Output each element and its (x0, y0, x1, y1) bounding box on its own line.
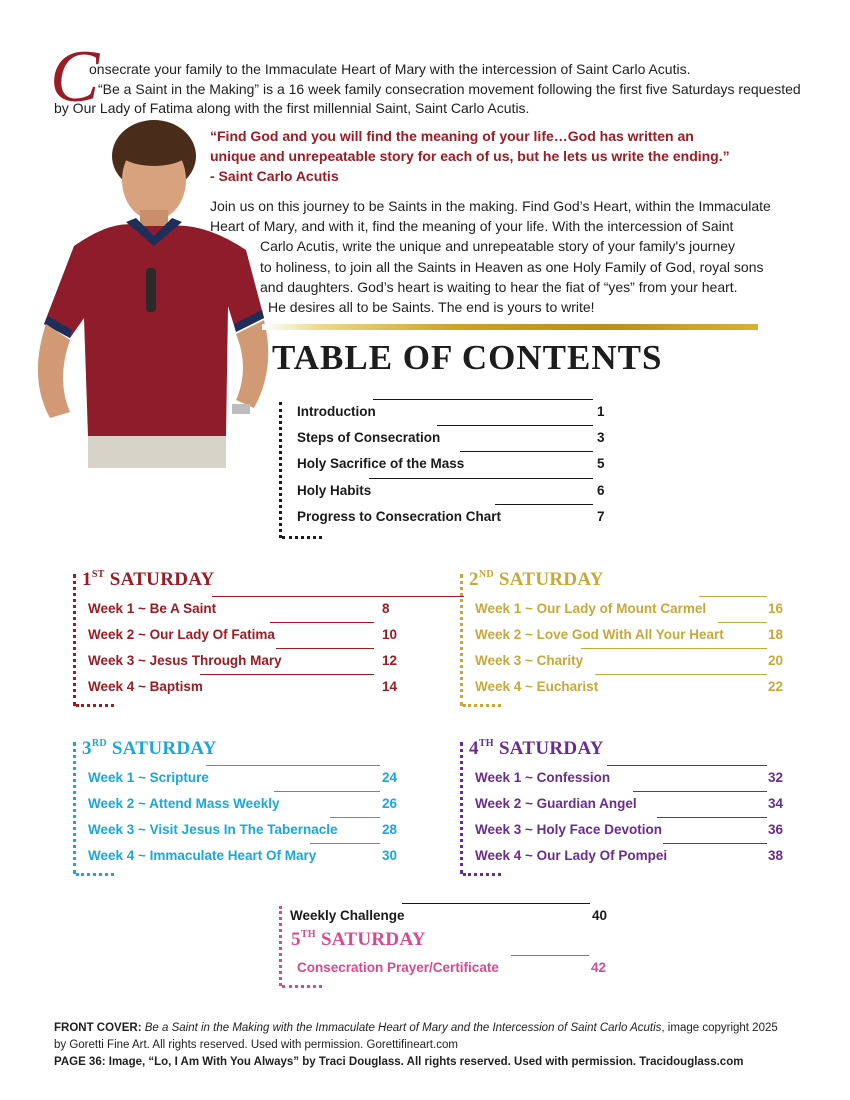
leader-line (607, 765, 767, 766)
toc-entry-label: Steps of Consecration (297, 430, 441, 445)
intro-line-2: “Be a Saint in the Making” is a 16 week family consecration movement following the first five Saturdays requested (98, 81, 801, 97)
leader-line (373, 399, 593, 400)
body-line-5: and daughters. God’s heart is waiting to hear the fiat of “yes” from your heart. (260, 279, 738, 295)
quote-attribution: - Saint Carlo Acutis (210, 168, 339, 184)
sat5-dotted-guide-bottom (282, 985, 322, 988)
leader-line (495, 504, 593, 505)
sat3-dotted-guide-bottom (76, 873, 114, 876)
leader-line (657, 817, 767, 818)
sat4-dotted-guide-bottom (463, 873, 501, 876)
sat2-dotted-guide-bottom (463, 704, 501, 707)
leader-line (270, 622, 374, 623)
leader-line (581, 648, 767, 649)
footer-line-1: FRONT COVER: Be a Saint in the Making with the Immaculate Heart of Mary and the Intercession of Saint Carlo Acutis, image copyright 2025 (54, 1022, 778, 1034)
toc-entry-page: 6 (597, 483, 605, 498)
sat4-heading: 4TH SATURDAY (469, 738, 604, 759)
toc-entry-page: 1 (597, 404, 605, 419)
toc-entry-label: Holy Sacrifice of the Mass (297, 456, 465, 471)
toc-entry-page: 7 (597, 509, 605, 524)
toc-dotted-guide-bottom (282, 536, 322, 539)
leader-line (330, 817, 380, 818)
leader-line (511, 955, 589, 956)
leader-line (718, 622, 767, 623)
toc-entry-label: Progress to Consecration Chart (297, 509, 502, 524)
leader-line (310, 843, 380, 844)
toc-entry-page: 5 (597, 456, 605, 471)
body-line-4: to holiness, to join all the Saints in Heaven as one Holy Family of God, royal sons (260, 259, 764, 275)
sat3-dotted-guide (73, 742, 76, 874)
intro-line-3: by Our Lady of Fatima along with the first millennial Saint, Saint Carlo Acutis. (54, 100, 530, 116)
toc-entry-label: Holy Habits (297, 483, 372, 498)
leader-line (402, 903, 590, 904)
sat1-dotted-guide-bottom (76, 704, 114, 707)
body-line-6: He desires all to be Saints. The end is yours to write! (268, 299, 595, 315)
gold-divider (262, 324, 758, 330)
sat3-heading: 3RD SATURDAY (82, 738, 217, 759)
toc-title: TABLE OF CONTENTS (272, 338, 663, 377)
footer-line-2: by Goretti Fine Art. All rights reserved. Used with permission. Gorettifineart.com (54, 1039, 458, 1051)
sat5-heading: 5TH SATURDAY (291, 929, 426, 950)
drop-cap-letter: C (50, 36, 100, 118)
body-line-3: Carlo Acutis, write the unique and unrepeatable story of your family's journey (260, 238, 736, 254)
leader-line (437, 425, 593, 426)
leader-line (460, 451, 593, 452)
leader-line (699, 596, 767, 597)
leader-line (595, 674, 767, 675)
toc-entry-label: Introduction (297, 404, 376, 419)
footer-line-3: PAGE 36: Image, “Lo, I Am With You Always” by Traci Douglass. All rights reserved. Used with permission. Tracidouglass.com (54, 1056, 744, 1068)
intro-line-1: onsecrate your family to the Immaculate Heart of Mary with the intercession of Saint Carlo Acutis. (89, 61, 691, 77)
body-line-1: Join us on this journey to be Saints in the making. Find God’s Heart, within the Immaculate (210, 198, 771, 214)
leader-line (663, 843, 767, 844)
sat4-dotted-guide (460, 742, 463, 874)
toc-entry-page: 3 (597, 430, 605, 445)
quote-line-2: unique and unrepeatable story for each of us, but he lets us write the ending.” (210, 148, 730, 164)
sat5-dotted-guide (279, 906, 282, 986)
leader-line (212, 596, 464, 597)
quote-line-1: “Find God and you will find the meaning of your life…God has written an (210, 128, 694, 144)
toc-dotted-guide (279, 402, 282, 538)
leader-line (200, 674, 374, 675)
leader-line (276, 648, 374, 649)
leader-line (633, 791, 767, 792)
sat2-heading: 2ND SATURDAY (469, 569, 604, 590)
sat1-dotted-guide (73, 574, 76, 706)
leader-line (274, 791, 380, 792)
sat1-heading: 1ST SATURDAY (82, 569, 215, 590)
leader-line (206, 765, 380, 766)
body-line-2: Heart of Mary, and with it, find the meaning of your life. With the intercession of Saint (210, 218, 734, 234)
leader-line (369, 478, 593, 479)
sat2-dotted-guide (460, 574, 463, 706)
